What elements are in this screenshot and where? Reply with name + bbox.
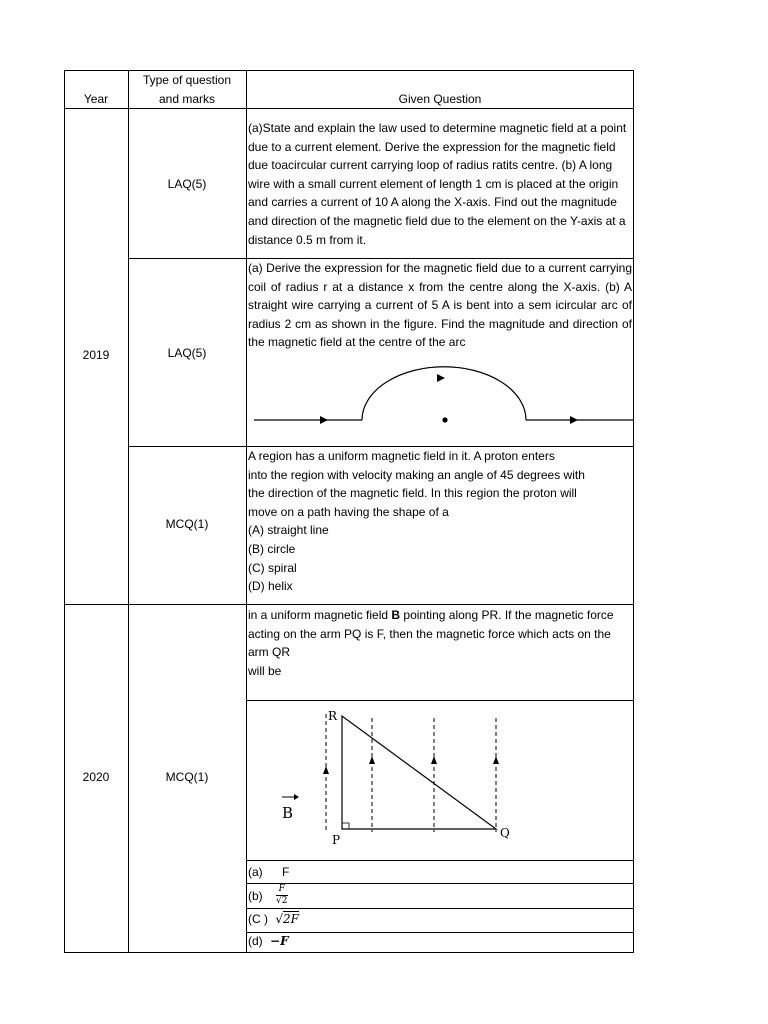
header-type — [128, 71, 246, 108]
table-border-left — [64, 70, 65, 953]
question-text: (a) Derive the expression for the magnetic field due to a current carrying coil of radius r at a distance x from the centre along the X-axis. (b) A straight wire carrying a current of 5 A is bent into a sem icircular arc of radius 2 cm as shown in the figure. Find the magnitude and direction of the magnetic field at the centre of the arc — [248, 261, 632, 350]
option-c: (C ) √2F — [248, 912, 299, 926]
year-2020: 2020 — [82, 770, 110, 784]
option: (B) circle — [248, 541, 296, 556]
option: (A) straight line — [248, 523, 329, 538]
question-text: in a uniform magnetic field B pointing along PR. If the magnetic force acting on the arm PQ is F, then the magnetic force which acts on the arm QR will be — [248, 608, 614, 678]
table-border-bottom — [64, 952, 634, 953]
label-b: B — [282, 804, 294, 822]
year-divider — [64, 604, 634, 605]
row-divider — [246, 700, 634, 701]
semicircle-wire-figure — [254, 370, 634, 430]
question-text: A region has a uniform magnetic field in it. A proton enters into the region with velocity making an angle of 45 degrees with the direction of the magnetic field. In this region the proton will move on a path having the shape of a (A) straight line (B) circle (C) spiral (D) helix — [248, 447, 632, 596]
row-divider — [246, 932, 634, 933]
header-year: Year — [83, 92, 109, 106]
question-type: MCQ(1) — [165, 517, 209, 531]
questions-table — [64, 70, 634, 953]
question-text: (a)State and explain the law used to determine magnetic field at a point due to a current element. Derive the expression for the magnetic field due toacircular current carrying loop of radius ratits centre. (b) A long wire with a small current element of length 1 cm is placed at the origin and carries a current of 10 A along the X-axis. Find out the magnitude and direction of the magnetic field due to the element on the Y-axis at a distance 0.5 m from it. — [248, 121, 627, 247]
bold-b: B — [391, 608, 401, 622]
header-type-line1: Type of question — [142, 73, 232, 87]
header-given-question: Given Question — [398, 92, 482, 106]
column-divider — [128, 70, 129, 953]
header-type-line2: and marks — [158, 91, 216, 106]
option: (D) helix — [248, 579, 293, 594]
question-type: MCQ(1) — [165, 770, 209, 784]
label-p: P — [332, 833, 341, 847]
column-divider — [246, 70, 247, 953]
row-divider — [246, 908, 634, 909]
triangle-magnetic-field-figure — [274, 706, 524, 846]
label-q: Q — [500, 826, 510, 840]
row-divider — [246, 860, 634, 861]
row-divider — [246, 883, 634, 884]
option-d: (d) −F — [248, 934, 289, 948]
option-a: (a) F — [248, 865, 290, 879]
question-type: LAQ(5) — [167, 346, 207, 360]
option: (C) spiral — [248, 560, 297, 575]
option-b: (b) $\frac{F}{√2}$ — [248, 884, 288, 906]
year-2019: 2019 — [82, 348, 110, 362]
label-r: R — [328, 709, 338, 723]
table-border-right — [633, 70, 634, 953]
question-type: LAQ(5) — [167, 177, 207, 191]
